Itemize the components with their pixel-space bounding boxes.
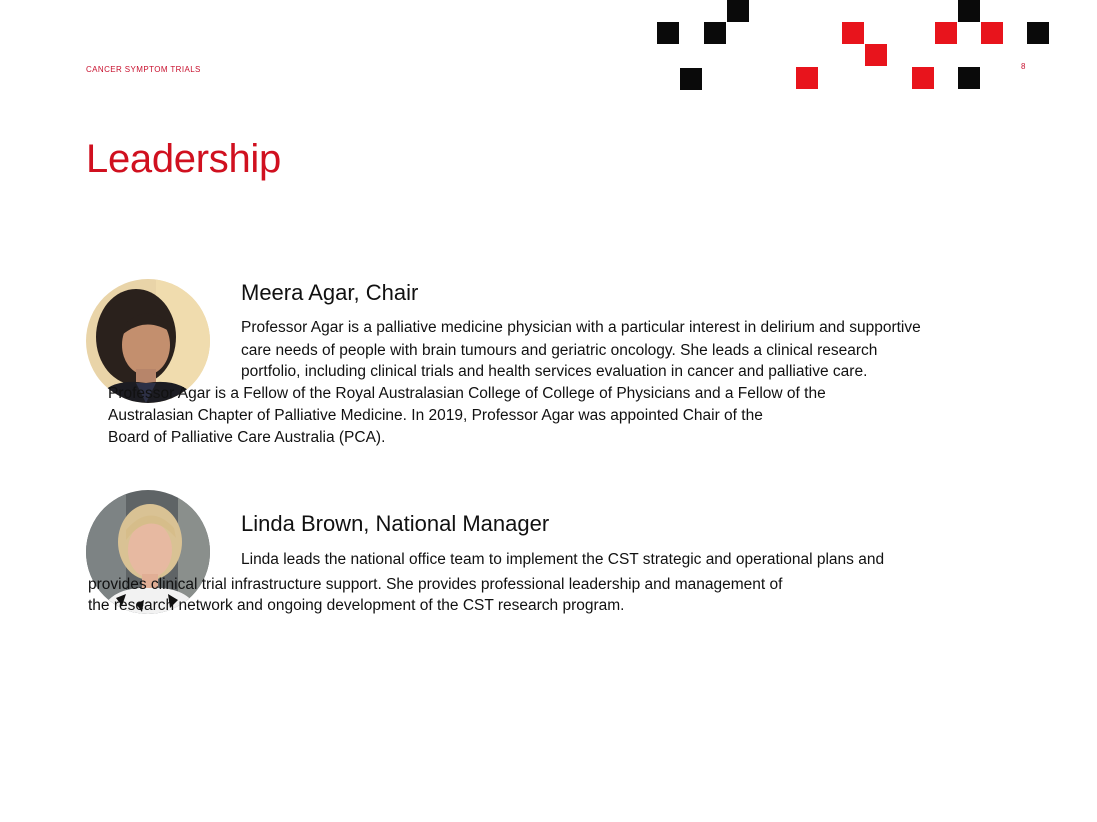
bio-line: Board of Palliative Care Australia (PCA). bbox=[108, 429, 386, 446]
decor-square bbox=[958, 67, 980, 89]
bio-line: provides clinical trial infrastructure support. She provides professional leadership and management of bbox=[88, 576, 783, 593]
page-number: 8 bbox=[1021, 62, 1026, 71]
person-name: Meera Agar, Chair bbox=[241, 280, 419, 305]
decor-square bbox=[1027, 22, 1049, 44]
decor-square bbox=[727, 0, 749, 22]
bio-line: the research network and ongoing development of the CST research program. bbox=[88, 597, 625, 614]
bio-line: portfolio, including clinical trials and health services evaluation in cancer and palliative care. bbox=[241, 363, 868, 380]
section-label: CANCER SYMPTOM TRIALS bbox=[86, 65, 201, 74]
bio-line: Professor Agar is a Fellow of the Royal Australasian College of College of Physicians and a Fellow of the bbox=[108, 385, 826, 402]
page-title: Leadership bbox=[86, 137, 281, 181]
decor-square bbox=[842, 22, 864, 44]
bio-line: Professor Agar is a palliative medicine physician with a particular interest in delirium and supportive bbox=[241, 319, 921, 336]
person-name: Linda Brown, National Manager bbox=[241, 511, 550, 536]
decor-square bbox=[657, 22, 679, 44]
decor-square bbox=[865, 44, 887, 66]
bio-line: Australasian Chapter of Palliative Medicine. In 2019, Professor Agar was appointed Chair of the bbox=[108, 407, 763, 424]
decor-square bbox=[796, 67, 818, 89]
decor-square bbox=[981, 22, 1003, 44]
decor-square bbox=[935, 22, 957, 44]
decor-square bbox=[704, 22, 726, 44]
decor-square bbox=[680, 68, 702, 90]
decor-square bbox=[958, 0, 980, 22]
bio-line: Linda leads the national office team to implement the CST strategic and operational plans and bbox=[241, 551, 885, 568]
bio-line: care needs of people with brain tumours and geriatric oncology. She leads a clinical research bbox=[241, 342, 878, 359]
decor-square bbox=[912, 67, 934, 89]
